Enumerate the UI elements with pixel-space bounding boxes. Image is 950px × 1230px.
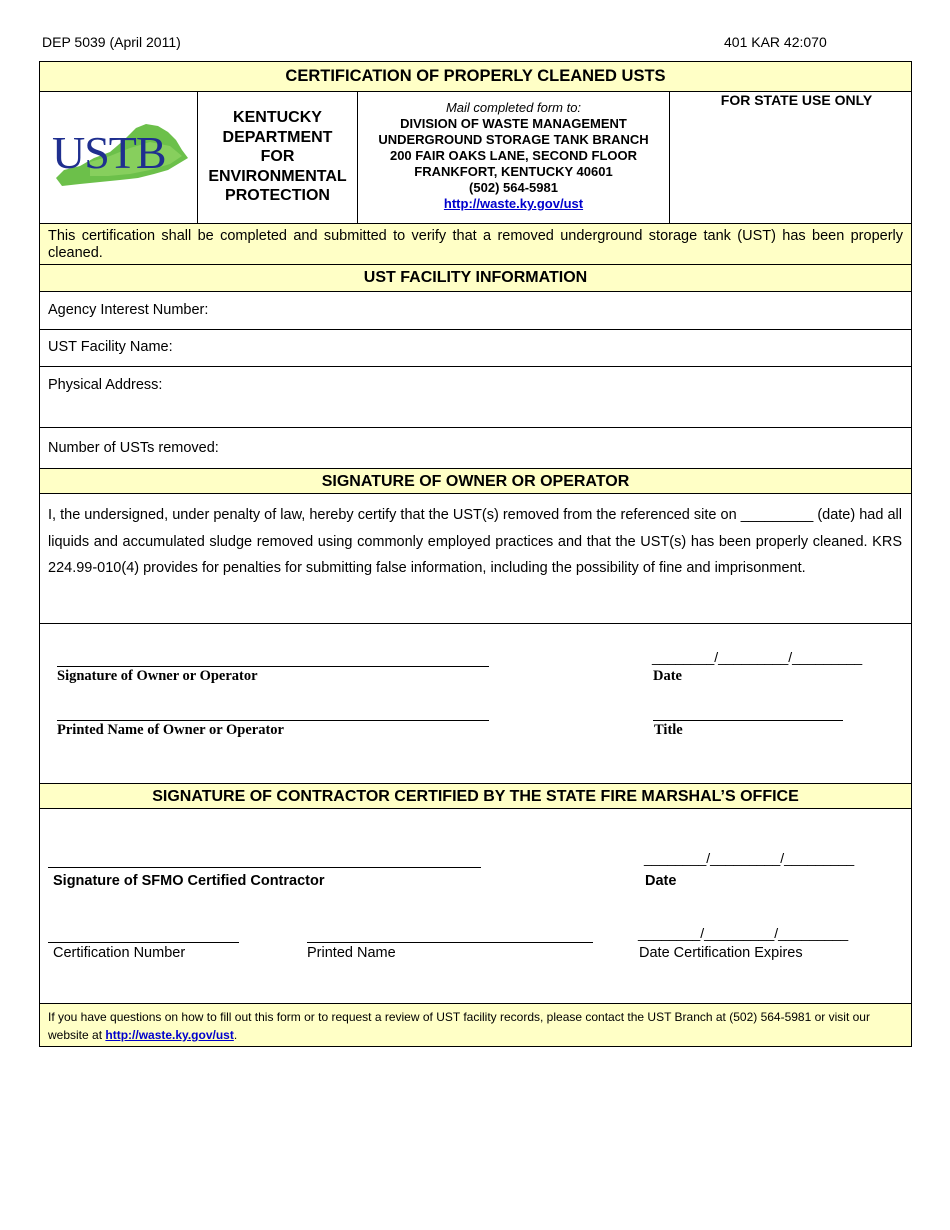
num-usts-removed-label: Number of USTs removed: (48, 440, 219, 456)
footer-text: If you have questions on how to fill out this form or to request a review of UST facility records, please contact the UST Branch at (502) 564-5981 or visit our website at (48, 1010, 870, 1042)
mail-line: UNDERGROUND STORAGE TANK BRANCH (378, 132, 649, 147)
owner-date-label: Date (653, 668, 682, 684)
facility-name-label: UST Facility Name: (48, 339, 173, 355)
facility-heading: UST FACILITY INFORMATION (40, 265, 911, 292)
form-id: DEP 5039 (April 2011) (42, 34, 181, 50)
divider (40, 366, 911, 367)
cert-expires-label: Date Certification Expires (639, 945, 803, 961)
contractor-heading: SIGNATURE OF CONTRACTOR CERTIFIED BY THE STATE FIRE MARSHAL’S OFFICE (40, 783, 911, 809)
regulation-ref: 401 KAR 42:070 (724, 34, 827, 50)
intro-text: This certification shall be completed and submitted to verify that a removed underground storage tank (UST) has been properly cleaned. (40, 223, 911, 265)
divider (669, 92, 670, 223)
form-title: CERTIFICATION OF PROPERLY CLEANED USTS (40, 62, 911, 92)
contractor-printed-name-line[interactable] (307, 942, 593, 943)
certification-form (39, 61, 912, 1047)
mail-phone: (502) 564-5981 (469, 180, 558, 195)
owner-signature-line[interactable] (57, 666, 489, 667)
mail-intro: Mail completed form to: (445, 100, 582, 115)
owner-printed-name-line[interactable] (57, 720, 489, 721)
contractor-date-field[interactable]: ________/_________/_________ (644, 850, 855, 866)
mail-line: FRANKFORT, KENTUCKY 40601 (414, 164, 613, 179)
contractor-date-label: Date (645, 873, 677, 889)
owner-date-field[interactable]: ________/_________/_________ (652, 649, 863, 665)
state-use-only: FOR STATE USE ONLY (720, 92, 873, 108)
cert-number-label: Certification Number (53, 945, 186, 961)
contractor-signature-label: Signature of SFMO Certified Contractor (53, 873, 325, 889)
physical-address-label: Physical Address: (48, 377, 163, 393)
agency-name-line: KENTUCKY (233, 109, 322, 126)
cert-expires-field[interactable]: ________/_________/_________ (638, 925, 849, 941)
cert-number-line[interactable] (48, 942, 239, 943)
divider (40, 623, 911, 624)
owner-title-label: Title (654, 722, 683, 738)
agency-name-line: ENVIRONMENTAL (208, 167, 347, 185)
agency-interest-label: Agency Interest Number: (48, 302, 209, 318)
contractor-printed-name-label: Printed Name (307, 945, 396, 961)
mail-line: DIVISION OF WASTE MANAGEMENT (400, 116, 627, 131)
owner-printed-name-label: Printed Name of Owner or Operator (57, 722, 284, 738)
owner-signature-label: Signature of Owner or Operator (57, 668, 258, 684)
logo-text: USTB (52, 127, 166, 178)
owner-heading: SIGNATURE OF OWNER OR OPERATOR (40, 468, 911, 494)
agency-name-line: FOR (260, 148, 295, 165)
divider (40, 427, 911, 428)
owner-statement: I, the undersigned, under penalty of law, hereby certify that the UST(s) removed from the referenced site on _________ (date) had all liquids and accumulated sludge removed using commonly employed practices and that the UST(s) has been properly cleaned. KRS 224.99-010(4) provides for penalties for submitting false information, including the possibility of fine and imprisonment. (48, 507, 902, 576)
mailing-address (358, 100, 669, 212)
agency-name (198, 108, 357, 206)
ustb-logo (50, 118, 190, 190)
mail-line: 200 FAIR OAKS LANE, SECOND FLOOR (389, 148, 638, 163)
contractor-signature-line[interactable] (48, 867, 481, 868)
footer-end: . (233, 1028, 238, 1042)
footer-website-link[interactable]: http://waste.ky.gov/ust (105, 1028, 234, 1042)
mail-website-link[interactable]: http://waste.ky.gov/ust (443, 196, 584, 211)
agency-name-line: DEPARTMENT (222, 128, 333, 146)
agency-name-line: PROTECTION (225, 187, 330, 204)
divider (40, 329, 911, 330)
footer-note (40, 1003, 911, 1046)
owner-title-line[interactable] (653, 720, 843, 721)
